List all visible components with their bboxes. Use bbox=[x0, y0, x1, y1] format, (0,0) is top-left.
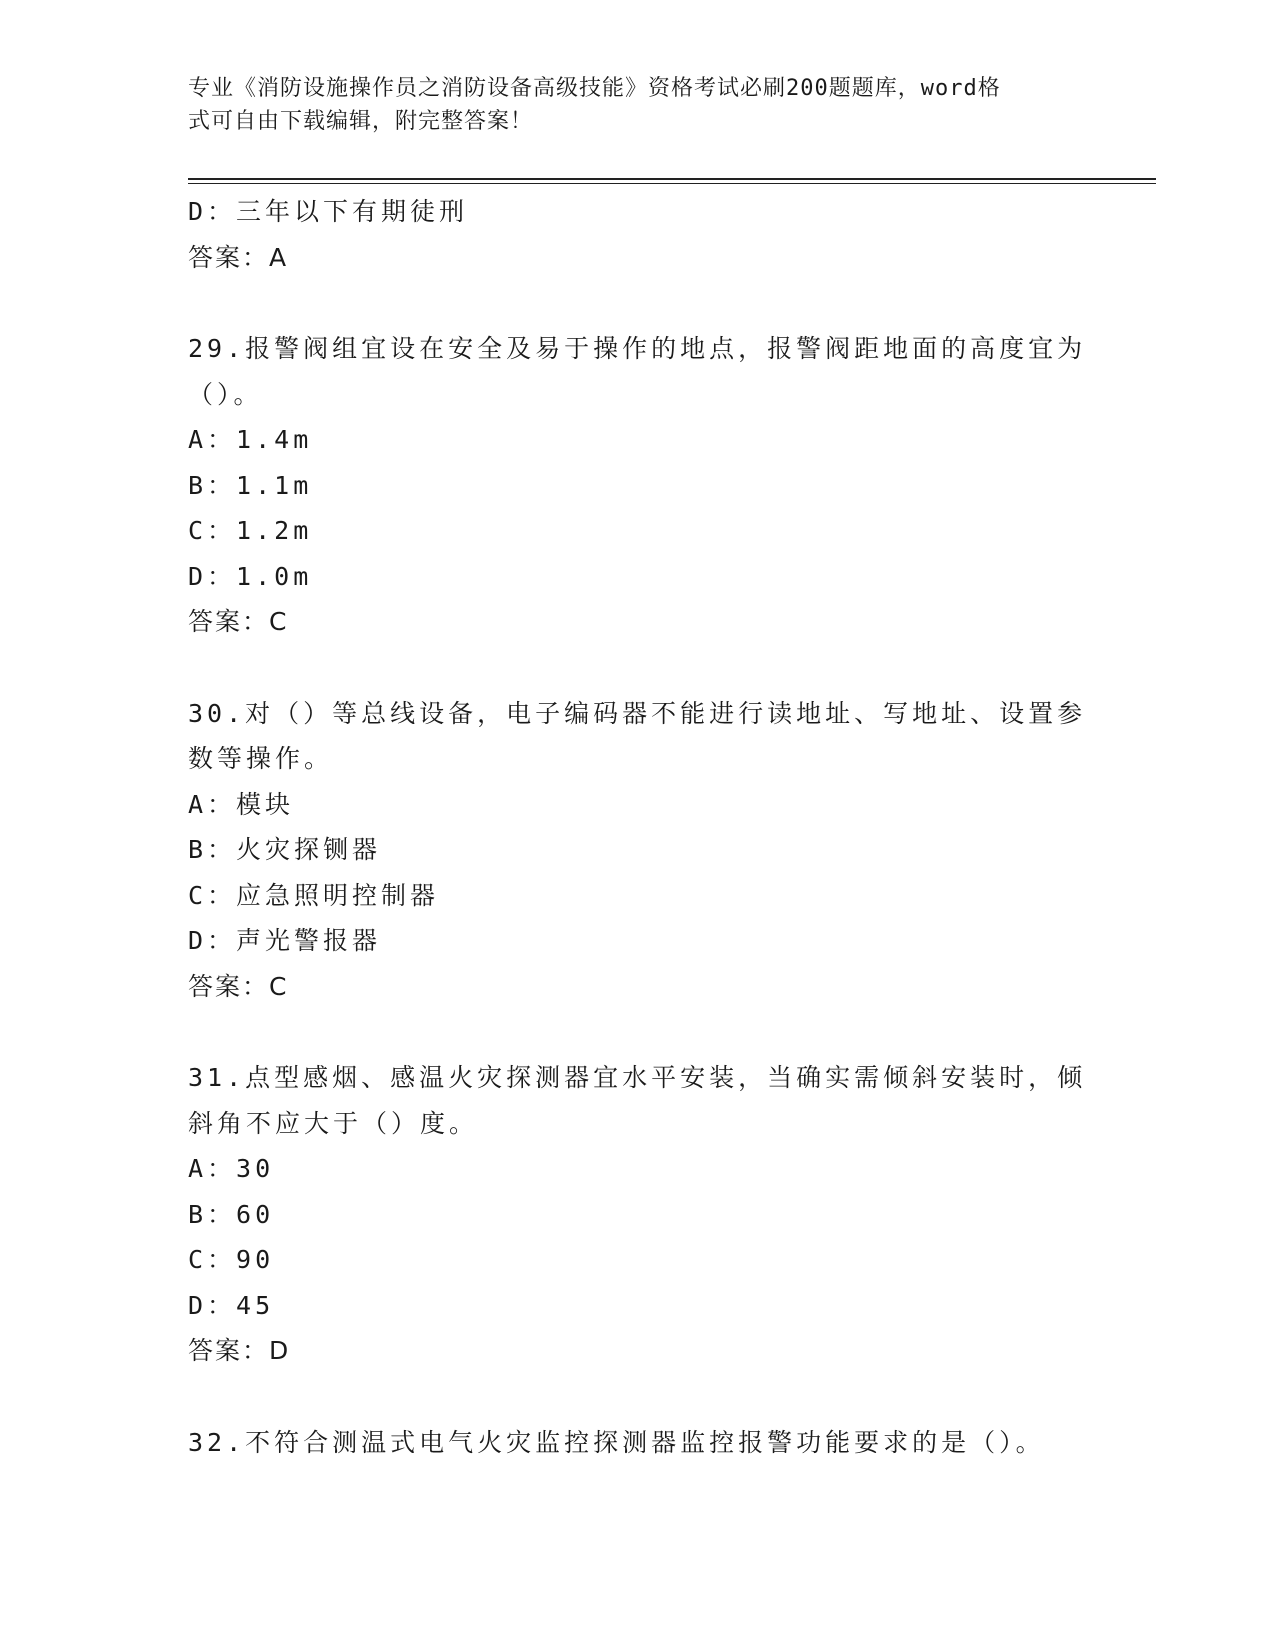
question-stem-line-2: （）。 bbox=[188, 379, 263, 409]
option-c: C：1.2m bbox=[188, 516, 313, 545]
question-stem-line-2: 斜角不应大于（）度。 bbox=[188, 1108, 479, 1138]
header-line-1: 专业《消防设施操作员之消防设备高级技能》资格考试必刷200题题库，word格 bbox=[188, 76, 1001, 101]
spacer bbox=[188, 1374, 1088, 1420]
question-stem-line-1: 29.报警阀组宜设在安全及易于操作的地点，报警阀距地面的高度宜为 bbox=[188, 334, 1087, 363]
question-32 bbox=[188, 1420, 1088, 1466]
question-30 bbox=[188, 691, 1088, 1010]
option-a: A：30 bbox=[188, 1154, 275, 1183]
option-d: D：45 bbox=[188, 1290, 275, 1320]
previous-question-tail bbox=[188, 189, 1088, 280]
option-b: B：1.1m bbox=[188, 470, 313, 500]
question-stem-line-1: 30.对（）等总线设备，电子编码器不能进行读地址、写地址、设置参 bbox=[188, 698, 1087, 728]
spacer bbox=[188, 1009, 1088, 1055]
header-line-2: 式可自由下载编辑，附完整答案！ bbox=[188, 109, 534, 134]
question-31 bbox=[188, 1055, 1088, 1374]
document-header bbox=[188, 72, 1068, 138]
option-d: D：1.0m bbox=[188, 561, 313, 591]
question-content bbox=[188, 189, 1088, 1465]
option-a: A：模块 bbox=[188, 789, 295, 819]
answer-line: 答案：A bbox=[188, 242, 289, 272]
option-c: C：90 bbox=[188, 1245, 275, 1274]
option-d: D：三年以下有期徒刑 bbox=[188, 197, 469, 226]
question-stem-line-1: 31.点型感烟、感温火灾探测器宜水平安装，当确实需倾斜安装时，倾 bbox=[188, 1063, 1087, 1092]
question-stem-line-1: 32.不符合测温式电气火灾监控探测器监控报警功能要求的是（）。 bbox=[188, 1427, 1045, 1457]
option-c: C：应急照明控制器 bbox=[188, 880, 440, 910]
answer-line: 答案：D bbox=[188, 1336, 291, 1365]
option-b: B：60 bbox=[188, 1199, 275, 1229]
spacer bbox=[188, 645, 1088, 691]
question-29 bbox=[188, 326, 1088, 645]
answer-line: 答案：C bbox=[188, 607, 289, 636]
header-divider-thin bbox=[188, 183, 1156, 184]
question-stem-line-2: 数等操作。 bbox=[188, 744, 334, 773]
option-b: B：火灾探铡器 bbox=[188, 835, 382, 864]
spacer bbox=[188, 280, 1088, 326]
option-a: A：1.4m bbox=[188, 425, 313, 454]
answer-line: 答案：C bbox=[188, 971, 289, 1001]
header-divider-thick bbox=[188, 178, 1156, 180]
option-d: D：声光警报器 bbox=[188, 926, 382, 955]
